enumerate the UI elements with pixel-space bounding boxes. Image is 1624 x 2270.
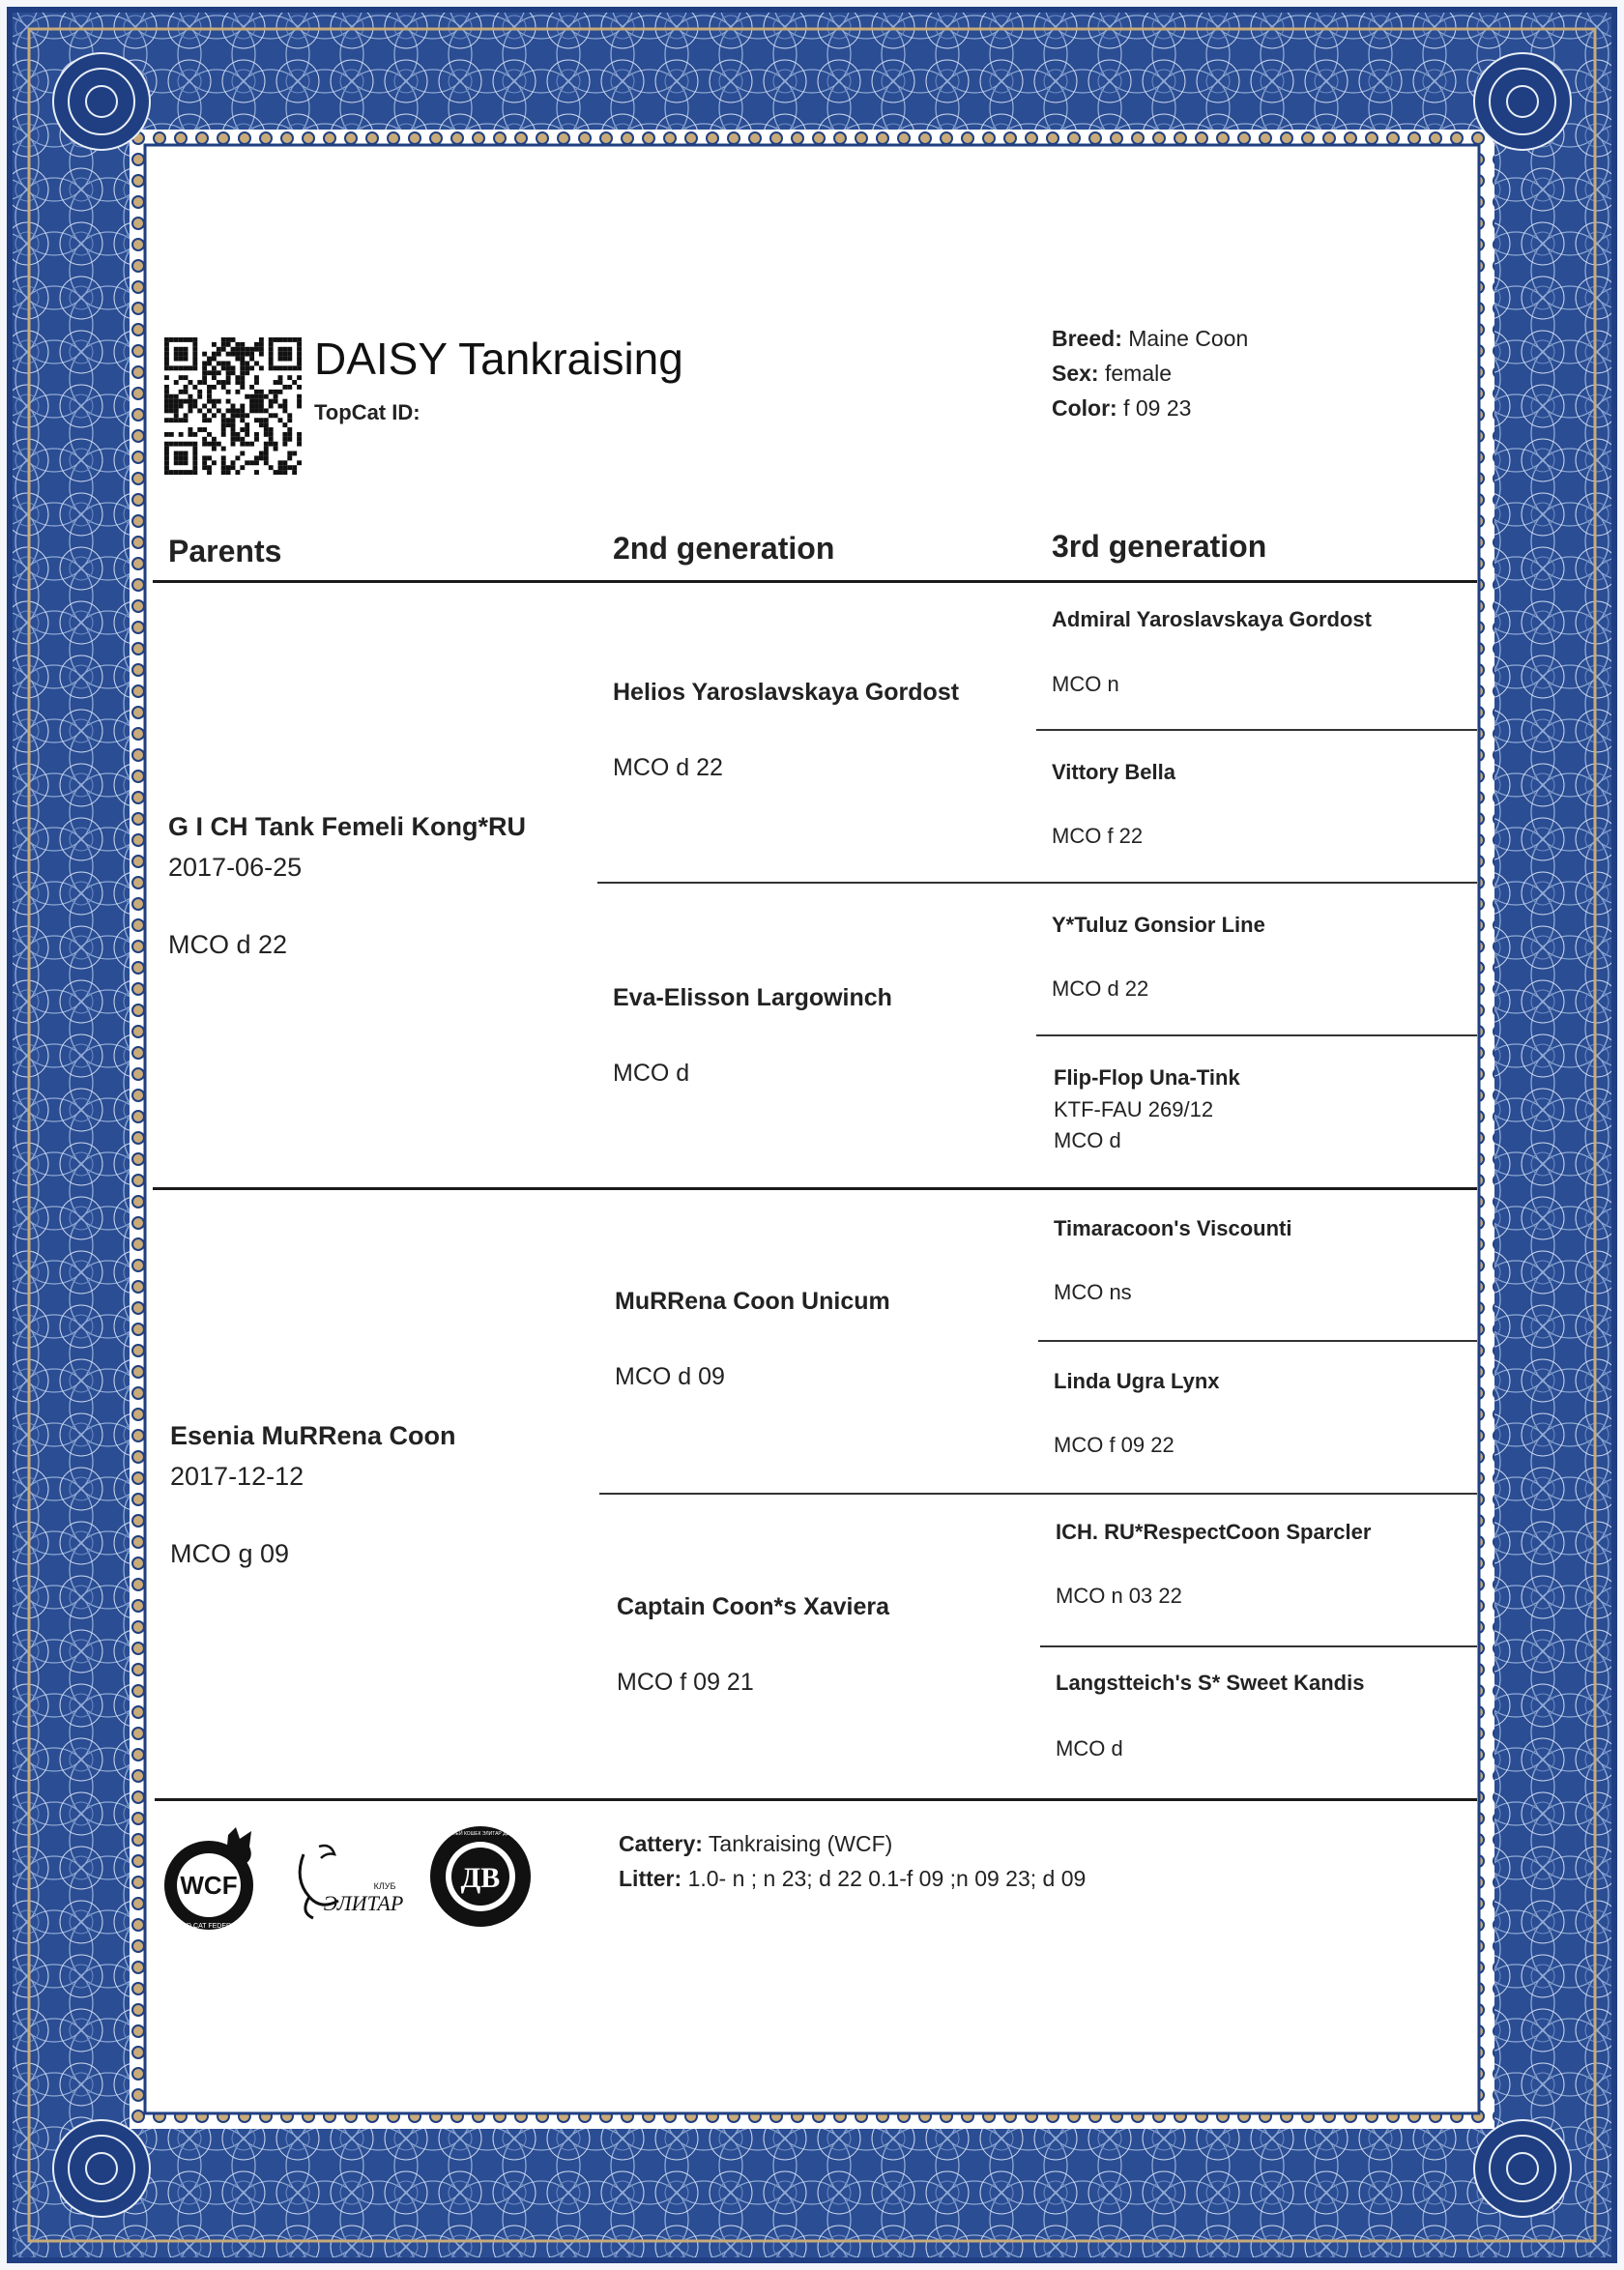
elitar-logo-text: ЭЛИТАР (323, 1891, 404, 1915)
gen2-2-code: MCO d (613, 1060, 690, 1087)
footer-rule (155, 1798, 1477, 1801)
parent-2-date: 2017-12-12 (170, 1462, 304, 1491)
litter-value: 1.0- n ; n 23; d 22 0.1-f 09 ;n 09 23; d 09 (687, 1866, 1087, 1891)
gen2-2-name: Eva-Elisson Largowinch (613, 984, 892, 1011)
cattery-line (619, 1831, 892, 1857)
gen3-5-name: Timaracoon's Viscounti (1054, 1216, 1292, 1240)
header-3rd-generation: 3rd generation (1052, 529, 1267, 564)
header-rule (153, 580, 1477, 583)
divider-parents (153, 1187, 1477, 1190)
elitar-logo-club: КЛУБ (373, 1881, 396, 1891)
pedigree-sheet (147, 147, 1477, 2111)
gen3-1-name: Admiral Yaroslavskaya Gordost (1052, 607, 1372, 631)
elitar-logo (292, 1841, 404, 1924)
qr-code-icon (164, 337, 302, 475)
gen3-2-code: MCO f 22 (1052, 824, 1144, 848)
parent-1-date: 2017-06-25 (168, 853, 303, 882)
breed-line (1052, 326, 1248, 352)
gen2-4-code: MCO f 09 21 (617, 1669, 754, 1696)
gen3-8-name: Langstteich's S* Sweet Kandis (1056, 1671, 1365, 1695)
gen3-5-code: MCO ns (1054, 1280, 1132, 1304)
sex-label: Sex: (1052, 361, 1099, 386)
cattery-label: Cattery: (619, 1831, 703, 1856)
litter-label: Litter: (619, 1866, 682, 1891)
parent-1-code: MCO d 22 (168, 930, 288, 959)
gen3-6-name: Linda Ugra Lynx (1054, 1369, 1220, 1393)
gen3-4-reg: KTF-FAU 269/12 (1054, 1097, 1214, 1121)
gen3-4-name: Flip-Flop Una-Tink (1054, 1065, 1240, 1090)
gen3-4-code: MCO d (1054, 1128, 1121, 1152)
parent-1-name: G I CH Tank Femeli Kong*RU (168, 812, 527, 841)
parent-2-name: Esenia MuRRena Coon (170, 1421, 456, 1450)
sex-value: female (1104, 361, 1173, 386)
gen2-4-name: Captain Coon*s Xaviera (617, 1593, 890, 1620)
divider-gen3-3 (1038, 1340, 1477, 1342)
header-2nd-generation: 2nd generation (613, 531, 835, 566)
divider-gen3-1 (1036, 729, 1477, 731)
cattery-value: Tankraising (WCF) (708, 1831, 893, 1856)
gen2-3-name: MuRRena Coon Unicum (615, 1288, 890, 1315)
gen3-7-code: MCO n 03 22 (1056, 1584, 1182, 1608)
parent-2-code: MCO g 09 (170, 1539, 290, 1568)
breed-value: Maine Coon (1128, 326, 1249, 351)
color-line (1052, 395, 1191, 422)
gen3-8-code: MCO d (1056, 1736, 1123, 1761)
gen3-6-code: MCO f 09 22 (1054, 1433, 1174, 1457)
gen3-3-name: Y*Tuluz Gonsior Line (1052, 913, 1265, 937)
topcat-id-label: TopCat ID: (314, 400, 420, 424)
gen3-3-code: MCO d 22 (1052, 976, 1149, 1001)
dv-club-logo-text: ДВ (460, 1862, 501, 1894)
color-value: f 09 23 (1123, 395, 1192, 421)
dv-club-logo-ring-text: КЛУБ ЛЮБИТЕЛЕЙ КОШЕК ЭЛИТАР ДВ · ХАБАРОВСК (418, 1831, 543, 1837)
gen2-1-code: MCO d 22 (613, 754, 723, 781)
gen2-1-name: Helios Yaroslavskaya Gordost (613, 679, 960, 706)
gen3-2-name: Vittory Bella (1052, 760, 1175, 784)
gen3-7-name: ICH. RU*RespectCoon Sparcler (1056, 1520, 1372, 1544)
header-parents: Parents (168, 534, 282, 568)
cat-name: DAISY Tankraising (314, 334, 683, 384)
gen2-3-code: MCO d 09 (615, 1363, 725, 1390)
divider-gen3-4 (1040, 1645, 1477, 1647)
gen3-1-code: MCO n (1052, 672, 1119, 696)
litter-line (619, 1866, 1086, 1892)
breed-label: Breed: (1052, 326, 1122, 351)
wcf-logo (159, 1827, 267, 1934)
color-label: Color: (1052, 395, 1117, 421)
divider-gen2-2 (599, 1493, 1477, 1495)
wcf-logo-text: WCF (180, 1871, 238, 1900)
divider-gen2-1 (597, 882, 1477, 884)
wcf-logo-ring-text: WORLD CAT FEDERATION (166, 1923, 251, 1930)
dv-club-logo (418, 1823, 543, 1930)
divider-gen3-2 (1036, 1034, 1477, 1036)
sex-line (1052, 361, 1172, 387)
